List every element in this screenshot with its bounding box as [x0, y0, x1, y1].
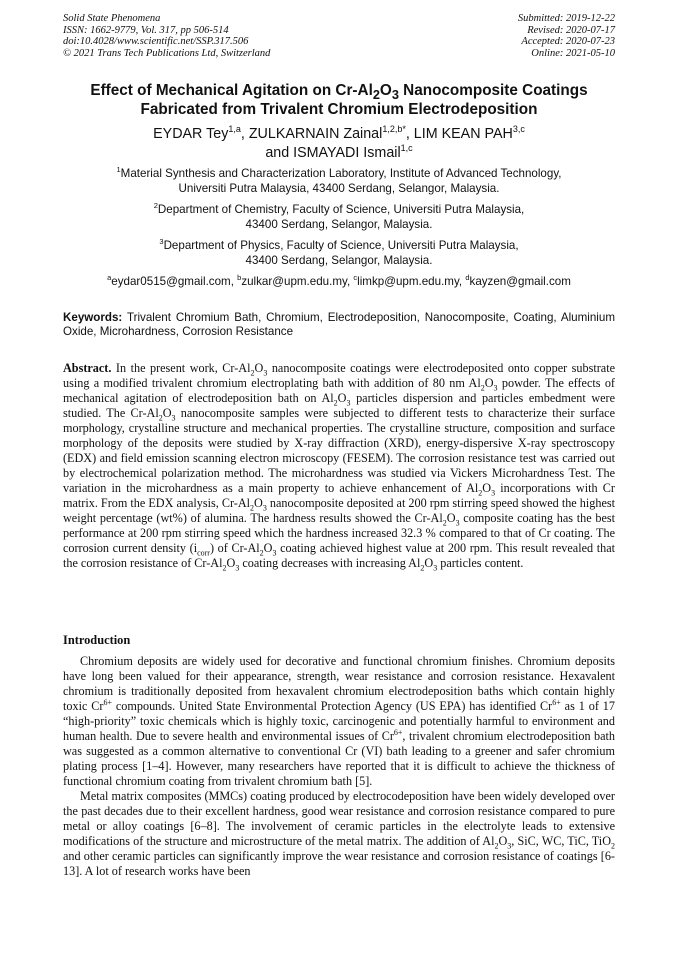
keywords-label: Keywords:: [63, 311, 123, 324]
author-name: LIM KEAN PAH: [413, 126, 513, 142]
date-revised: Revised: 2020-07-17: [527, 24, 615, 36]
keywords: [63, 311, 615, 339]
date-online: Online: 2021-05-10: [531, 47, 615, 59]
journal-doi: doi:10.4028/www.scientific.net/SSP.317.506: [63, 36, 249, 48]
date-accepted: Accepted: 2020-07-23: [521, 36, 615, 48]
keywords-text: Trivalent Chromium Bath, Chromium, Electrodeposition, Nanocomposite, Coating, Aluminium Oxide, Microhardness, Corrosion Resistance: [63, 311, 615, 338]
journal-issn: ISSN: 1662-9779, Vol. 317, pp 506-514: [63, 24, 229, 36]
author-name: ISMAYADI Ismail: [293, 145, 401, 161]
email-link: limkp@upm.edu.my,: [357, 274, 466, 288]
paragraph: Metal matrix composites (MMCs) coating produced by electrocodeposition have been widely developed over the past decades due to their excellent hardness, good wear resistance and corrosion resistance compared to pure metal or alloy coatings [6–8]. The involvement of ceramic particles in the electrolyte leads to extensive modifications of the structure and microstructure of the metal matrix. The addition of $Al_2O_3$, SiC, WC, TiC, TiO$_2$ and other ceramic particles can significantly improve the wear resistance and corrosion resistance of coatings [6-13]. A lot of research works have been: [63, 789, 615, 878]
publication-dates: [518, 13, 615, 59]
author-name: ZULKARNAIN Zainal: [248, 126, 383, 142]
author-name: EYDAR Tey: [153, 126, 229, 142]
email-link: zulkar@upm.edu.my,: [241, 274, 354, 288]
abstract: Abstract. In the present work, $Cr-Al_2O_3$ nanocomposite coatings were electrodeposited onto copper substrate using a modified trivalent chromium electroplating bath with addition of 80 nm $Al_2O_3$ powder. The effects of mechanical agitation of electrodeposition bath on $Al_2O_3$ particles dispersion and particles embedment were studied. The $Cr-Al_2O_3$ nanocomposite samples were subjected to different tests to characterize their surface morphology, crystalline structure and mechanical properties. The crystalline structure, composition and surface morphology of the deposits were studied by X-ray diffraction (XRD), energy-dispersive X-ray spectroscopy (EDX) and field emission scanning electron microscopy (FESEM). The corrosion resistance test was carried out by electrochemical polarization method. The microhardness was studied via Vickers Microhardness Test. The variation in the microhardness as a main property to achieve enhancement of $Al_2O_3$ incorporations with Cr matrix. From the EDX analysis, $Cr-Al_2O_3$ nanocomposite deposited at 200 rpm stirring speed showed the highest weight percentage (wt%) of alumina. The hardness results showed the $Cr-Al_2O_3$ composite coating has the best performance at 200 rpm stirring speed which the hardness increased 32.3 % compared to that of Cr coating. The corrosion current density $(i_{corr})$ of $Cr-Al_2O_3$ coating achieved highest value at 200 rpm. This result revealed that the corrosion resistance of $Cr-Al_2O_3$ coating decreases with increasing $Al_2O_3$ particles content.: [63, 361, 616, 573]
abstract-label: Abstract.: [63, 361, 112, 375]
journal-name: Solid State Phenomena: [63, 13, 161, 24]
date-submitted: Submitted: 2019-12-22: [517, 13, 615, 24]
paper-title: Effect of Mechanical Agitation on $Cr-Al_2O_3$ Nanocomposite Coatings Fabricated from Trivalent Chromium Electrodeposition: [90, 82, 588, 118]
affiliation: $^3$Department of Physics, Faculty of Science, Universiti Putra Malaysia, 43400 Serdang, Selangor, Malaysia.: [159, 237, 519, 267]
author-list: EYDAR Tey$^{1,a}$, ZULKARNAIN Zainal$^{1,2,b*}$, LIM KEAN PAH$^{3,c}$ and ISMAYADI Ismail$^{1,c}$: [153, 124, 525, 161]
introduction-body: [63, 654, 615, 879]
email-link: kayzen@gmail.com: [469, 274, 571, 288]
section-heading-introduction: Introduction: [63, 633, 131, 647]
affiliation: $^2$Department of Chemistry, Faculty of Science, Universiti Putra Malaysia, 43400 Serdang, Selangor, Malaysia.: [153, 201, 525, 231]
journal-copyright: © 2021 Trans Tech Publications Ltd, Switzerland: [63, 47, 271, 59]
paragraph: Chromium deposits are widely used for decorative and functional chromium finishes. Chromium deposits have long been valued for their appearance, strength, wear resistance and corrosion resistance. Hexavalent chromium is traditionally deposited from hexavalent chromium electrodeposition baths which contain highly toxic $Cr^{6+}$ compounds. United State Environmental Protection Agency (US EPA) has identified $Cr^{6+}$ as 1 of 17 “high-priority” toxic chemicals which is highly toxic, carcinogenic and potentially harmful to environment and human health. Due to severe health and environmental issues of $Cr^{6+}$, trivalent chromium electrodeposition bath was suggested as a common alternative to conventional Cr (VI) bath leading to a greener and safer chromium plating process [1–4]. However, many researchers have reported that it is difficult to achieve the thickness of functional chromium coating from trivalent chromium bath [5].: [63, 654, 615, 788]
email-link: eydar0515@gmail.com,: [111, 274, 238, 288]
author-emails: $^a$eydar0515@gmail.com, $^b$zulkar@upm.edu.my, $^c$limkp@upm.edu.my, $^d$kayzen@gmail.com: [107, 273, 571, 288]
affiliations: [40, 167, 638, 290]
affiliation: $^1$Material Synthesis and Characterization Laboratory, Institute of Advanced Technology, Universiti Putra Malaysia, 43400 Serdang, Selangor, Malaysia.: [116, 165, 562, 195]
journal-info: [63, 13, 270, 59]
